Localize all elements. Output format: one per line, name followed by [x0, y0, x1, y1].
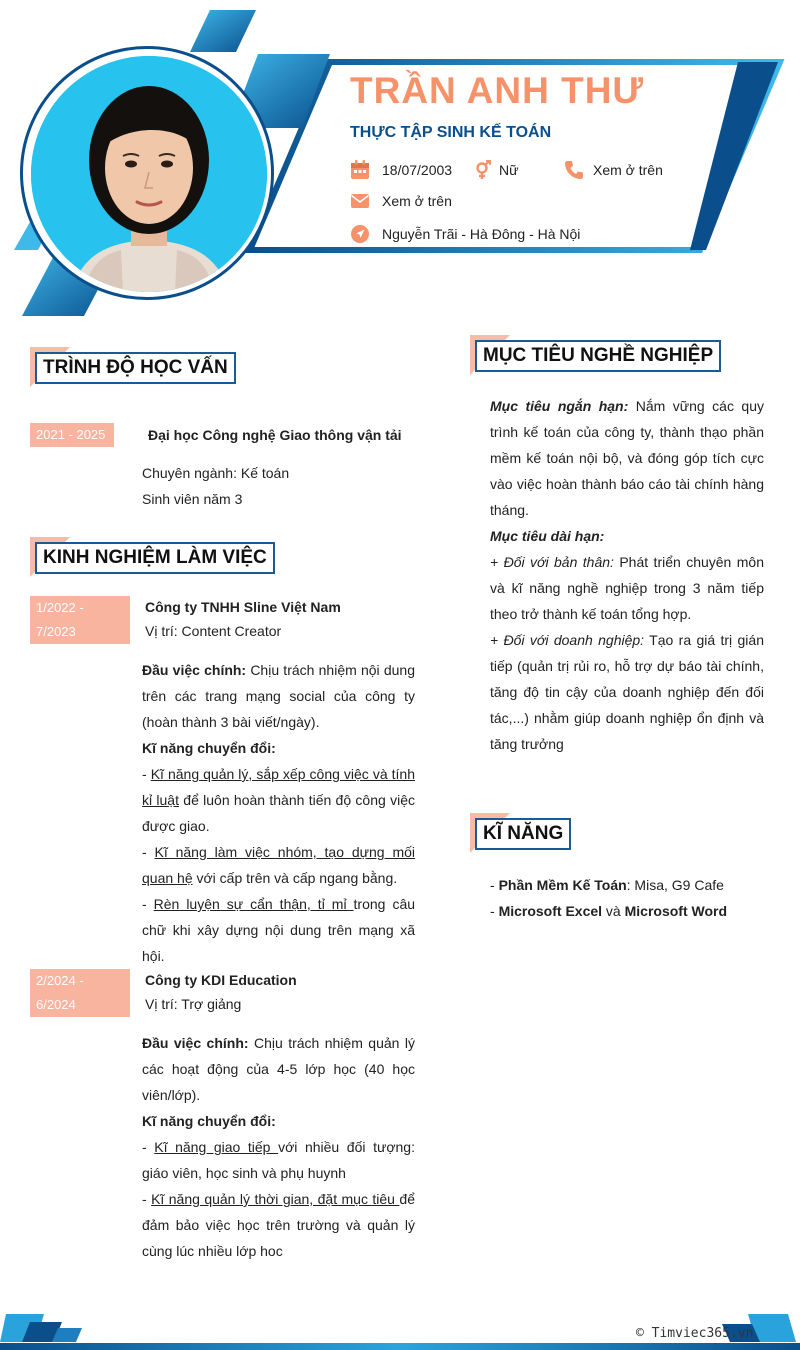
birthdate-value: 18/07/2003 — [382, 162, 453, 178]
phone-row — [564, 160, 663, 180]
avatar — [31, 56, 267, 292]
education-heading-label: TRÌNH ĐỘ HỌC VẤN — [35, 352, 236, 384]
education-period-badge: 2021 - 2025 — [30, 423, 114, 447]
skill-item: - Phần Mềm Kế Toán: Misa, G9 Cafe — [490, 877, 724, 893]
candidate-name: TRẦN ANH THƯ — [350, 70, 645, 111]
location-arrow-icon — [350, 224, 370, 244]
gender-row — [473, 160, 518, 180]
footer-band — [0, 1343, 800, 1350]
header-frame-accent — [690, 62, 778, 250]
address-row — [350, 224, 580, 244]
education-major: Chuyên ngành: Kế toán — [142, 465, 290, 481]
phone-icon — [564, 160, 584, 180]
envelope-icon — [350, 191, 370, 211]
job-period-badge: 2/2024 - 6/2024 — [30, 969, 130, 1017]
job-period-badge: 1/2022 - 7/2023 — [30, 596, 130, 644]
skill-item: - Microsoft Excel và Microsoft Word — [490, 903, 728, 919]
calendar-icon — [350, 160, 370, 180]
job-details: Đầu việc chính: Chịu trách nhiệm nội dung trên các trang mạng social của công ty (hoàn thành 3 bài viết/ngày). Kĩ năng chuyển đổi: - Kĩ năng quản lý, sắp xếp công việc và tính kỉ luật để luôn hoàn thành tiến độ công việc được giao. - Kĩ năng làm việc nhóm, tạo dựng mối quan hệ với cấp trên và cấp ngang bằng. - Rèn luyện sự cẩn thận, tỉ mỉ trong câu chữ khi xây dựng nội dung trên mạng xã hội. — [142, 662, 416, 964]
phone-value: Xem ở trên — [593, 162, 663, 178]
skills-heading-label: KĨ NĂNG — [475, 818, 571, 850]
watermark: © Timviec365.vn — [636, 1326, 754, 1341]
objective-text: Mục tiêu ngắn hạn: Nắm vững các quy trình kế toán của công ty, thành thạo phần mềm kế toán nội bộ, và đóng góp tích cực vào việc hoàn thành báo cáo tài chính hàng tháng. Mục tiêu dài hạn: + Đối với bản thân: Phát triển chuyên môn và kĩ năng nghề nghiệp trong 3 năm tiếp theo trở thành kế toán tổng hợp. + Đối với doanh nghiệp: Tạo ra giá trị gián tiếp (quản trị rủi ro, hỗ trợ dự báo tài chính, tăng độ tin cậy của doanh nghiệp đến đối tác,...) nhằm giúp doanh nghiệp ổn định và tăng trưởng — [490, 398, 764, 752]
experience-heading-label: KINH NGHIỆM LÀM VIỆC — [35, 542, 275, 574]
email-value: Xem ở trên — [382, 193, 452, 209]
birthdate-row — [350, 160, 452, 180]
job-details: Đầu việc chính: Chịu trách nhiệm quản lý các hoạt động của 4-5 lớp học (40 học viên/lớp). Kĩ năng chuyển đổi: - Kĩ năng giao tiếp với nhiều đối tượng: giáo viên, học sinh và phụ huynh - Kĩ năng quản lý thời gian, đặt mục tiêu để đảm bảo việc học trên trường và quản lý cùng lúc nhiều lớp hoc — [142, 1035, 415, 1259]
school-name: Đại học Công nghệ Giao thông vận tải — [148, 427, 402, 443]
skills-list — [490, 872, 727, 924]
address-value: Nguyễn Trãi - Hà Đông - Hà Nội — [382, 226, 581, 242]
job-title: THỰC TẬP SINH KẾ TOÁN — [350, 124, 552, 141]
objective-heading-label: MỤC TIÊU NGHỀ NGHIỆP — [475, 340, 721, 372]
job-position: Vị trí: Trợ giảng — [145, 996, 242, 1012]
education-year: Sinh viên năm 3 — [142, 491, 243, 507]
job-company: Công ty TNHH Sline Việt Nam — [145, 599, 341, 615]
deco-slash — [190, 10, 256, 52]
gender-icon — [473, 160, 493, 180]
email-row — [350, 191, 452, 211]
gender-value: Nữ — [499, 162, 519, 178]
job-company: Công ty KDI Education — [145, 972, 297, 988]
job-position: Vị trí: Content Creator — [145, 623, 282, 639]
